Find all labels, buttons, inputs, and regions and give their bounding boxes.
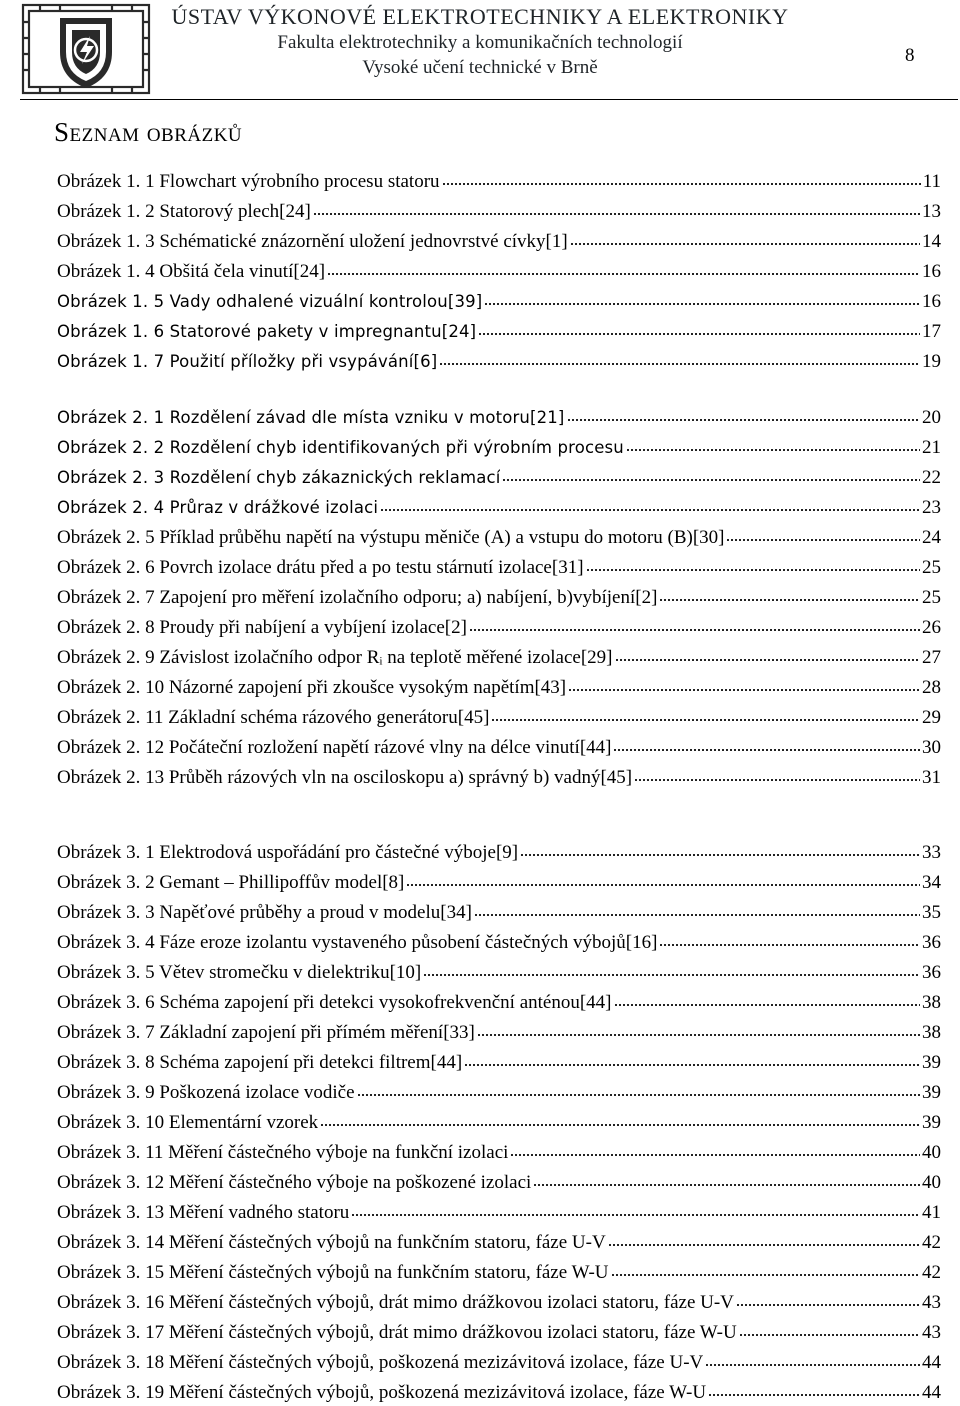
figure-entry-page-number: 30	[922, 737, 941, 758]
dot-leader	[423, 958, 920, 978]
dot-leader	[510, 1138, 920, 1158]
figure-entry-label: Obrázek 2. 11 Základní schéma rázového generátoru[45]	[57, 707, 490, 728]
dot-leader	[478, 317, 920, 337]
figure-entry[interactable]	[57, 1258, 941, 1284]
faculty-name: Fakulta elektrotechniky a komunikačních technologií	[277, 32, 683, 53]
figure-entry[interactable]	[57, 583, 941, 609]
figure-entry[interactable]	[57, 317, 941, 343]
figure-entry-page-number: 16	[922, 261, 941, 282]
figure-entry[interactable]	[57, 287, 941, 313]
figure-entry-label: Obrázek 3. 17 Měření částečných výbojů, drát mimo drážkovou izolaci statoru, fáze W-U	[57, 1322, 737, 1343]
figure-entry-label: Obrázek 1. 3 Schématické znázornění uložení jednovrstvé cívky[1]	[57, 231, 568, 252]
figure-entry-label: Obrázek 1. 6 Statorové pakety v impregnantu[24]	[57, 322, 477, 341]
list-of-figures-title: Seznam obrázků	[54, 117, 243, 147]
figure-entry-page-number: 40	[922, 1172, 941, 1193]
figure-entry-page-number: 38	[922, 992, 941, 1013]
header-divider	[20, 99, 958, 100]
figure-entry[interactable]	[57, 988, 941, 1014]
dot-leader	[439, 347, 920, 367]
dot-leader	[570, 227, 920, 247]
dot-leader	[469, 613, 920, 633]
figure-entry[interactable]	[57, 463, 941, 489]
figure-entry-label: Obrázek 3. 18 Měření částečných výbojů, poškozená mezizávitová izolace, fáze U-V	[57, 1352, 704, 1373]
figure-entry-page-number: 27	[922, 647, 941, 668]
figure-entry-page-number: 44	[922, 1382, 941, 1403]
figure-entry-label: Obrázek 3. 8 Schéma zapojení při detekci filtrem[44]	[57, 1052, 463, 1073]
figure-entry-page-number: 42	[922, 1262, 941, 1283]
figure-entry-page-number: 13	[922, 201, 941, 222]
figure-entry-label: Obrázek 1. 2 Statorový plech[24]	[57, 201, 311, 222]
figure-entry-page-number: 39	[922, 1052, 941, 1073]
figure-entry-label: Obrázek 3. 15 Měření částečných výbojů na funkčním statoru, fáze W-U	[57, 1262, 609, 1283]
figure-entry[interactable]	[57, 928, 941, 954]
figure-entry-label: Obrázek 3. 9 Poškozená izolace vodiče	[57, 1082, 355, 1103]
figure-entry-label: Obrázek 3. 2 Gemant – Phillipoffův model[8]	[57, 872, 405, 893]
dot-leader	[705, 1348, 920, 1368]
dot-leader	[726, 523, 920, 543]
dot-leader	[351, 1198, 920, 1218]
figure-entry[interactable]	[57, 1378, 941, 1404]
figure-entry-label: Obrázek 3. 11 Měření částečného výboje na funkční izolaci	[57, 1142, 509, 1163]
figure-entry-label: Obrázek 2. 7 Zapojení pro měření izolačního odporu; a) nabíjení, b)vybíjení[2]	[57, 587, 658, 608]
figure-entry-label: Obrázek 2. 3 Rozdělení chyb zákaznických reklamací	[57, 468, 501, 487]
figure-entry-page-number: 11	[922, 171, 941, 192]
figure-entry-label: Obrázek 2. 10 Názorné zapojení při zkoušce vysokým napětím[43]	[57, 677, 567, 698]
dot-leader	[520, 838, 920, 858]
dot-leader	[474, 898, 920, 918]
figure-entry-label: Obrázek 3. 13 Měření vadného statoru	[57, 1202, 350, 1223]
figure-entry-page-number: 38	[922, 1022, 941, 1043]
dot-leader	[586, 553, 920, 573]
figure-entry[interactable]	[57, 733, 941, 759]
dot-leader	[313, 197, 920, 217]
dot-leader	[567, 403, 921, 423]
figure-entry[interactable]	[57, 433, 941, 459]
figure-entry-page-number: 43	[922, 1292, 941, 1313]
figure-entry-label: Obrázek 1. 7 Použití příložky při vsypávání[6]	[57, 352, 438, 371]
figure-entry-page-number: 22	[922, 467, 941, 488]
figure-entry-page-number: 33	[922, 842, 941, 863]
dot-leader	[320, 1108, 920, 1128]
figure-entry-label: Obrázek 2. 5 Příklad průběhu napětí na výstupu měniče (A) a vstupu do motoru (B)[30]	[57, 527, 725, 548]
figure-entry-label: Obrázek 2. 2 Rozdělení chyb identifikovaných při výrobním procesu	[57, 438, 624, 457]
faculty-logo-shield-icon	[20, 2, 160, 98]
header-text-block	[150, 4, 810, 80]
dot-leader	[608, 1228, 920, 1248]
figure-entry-page-number: 25	[922, 557, 941, 578]
figure-entry[interactable]	[57, 167, 941, 193]
figure-entry-page-number: 35	[922, 902, 941, 923]
figure-entry-page-number: 24	[922, 527, 941, 548]
dot-leader	[491, 703, 920, 723]
figure-entry-label: Obrázek 2. 13 Průběh rázových vln na osciloskopu a) správný b) vadný[45]	[57, 767, 633, 788]
figure-entry-label: Obrázek 3. 5 Větev stromečku v dielektriku[10]	[57, 962, 422, 983]
page-number: 8	[905, 45, 915, 66]
figure-entry-label: Obrázek 3. 19 Měření částečných výbojů, poškozená mezizávitová izolace, fáze W-U	[57, 1382, 707, 1403]
figure-entry-page-number: 14	[922, 231, 941, 252]
figure-entry-label: Obrázek 2. 6 Povrch izolace drátu před a po testu stárnutí izolace[31]	[57, 557, 584, 578]
figure-entry-label: Obrázek 3. 12 Měření částečného výboje na poškozené izolaci	[57, 1172, 532, 1193]
figure-entry-page-number: 20	[922, 407, 941, 428]
figure-entry-page-number: 25	[922, 587, 941, 608]
figure-entry-label: Obrázek 3. 4 Fáze eroze izolantu vystaveného působení částečných výbojů[16]	[57, 932, 658, 953]
figure-entry[interactable]	[57, 1048, 941, 1074]
figure-entry[interactable]	[57, 838, 941, 864]
figure-entry-label: Obrázek 2. 4 Průraz v drážkové izolaci	[57, 498, 379, 517]
figure-entry-label: Obrázek 1. 5 Vady odhalené vizuální kontrolou[39]	[57, 292, 483, 311]
dot-leader	[484, 287, 920, 307]
figure-entry-label: Obrázek 3. 16 Měření částečných výbojů, drát mimo drážkovou izolaci statoru, fáze U-V	[57, 1292, 734, 1313]
figure-entry[interactable]	[57, 613, 941, 639]
figure-entry-page-number: 19	[922, 351, 941, 372]
figure-entry[interactable]	[57, 1138, 941, 1164]
figure-entry[interactable]	[57, 1228, 941, 1254]
page-header	[0, 0, 960, 104]
figure-entry-label: Obrázek 2. 8 Proudy při nabíjení a vybíjení izolace[2]	[57, 617, 467, 638]
institute-name: ÚSTAV VÝKONOVÉ ELEKTROTECHNIKY A ELEKTRONIKY	[171, 4, 789, 29]
dot-leader	[357, 1078, 920, 1098]
figure-entry-label: Obrázek 1. 4 Obšitá čela vinutí[24]	[57, 261, 326, 282]
figure-entry[interactable]	[57, 1108, 941, 1134]
figure-entry-page-number: 21	[922, 437, 941, 458]
dot-leader	[477, 1018, 920, 1038]
dot-leader	[442, 167, 921, 187]
figure-entry[interactable]	[57, 1018, 941, 1044]
figure-entry[interactable]	[57, 227, 941, 253]
dot-leader	[659, 928, 920, 948]
figure-entry-page-number: 43	[922, 1322, 941, 1343]
figure-entry-page-number: 36	[922, 932, 941, 953]
figure-entry-label: Obrázek 3. 3 Napěťové průběhy a proud v modelu[34]	[57, 902, 472, 923]
figure-entry-label: Obrázek 3. 14 Měření částečných výbojů na funkčním statoru, fáze U-V	[57, 1232, 606, 1253]
figure-entry[interactable]	[57, 347, 941, 373]
dot-leader	[611, 1258, 920, 1278]
university-name: Vysoké učení technické v Brně	[362, 57, 598, 78]
dot-leader	[615, 643, 921, 663]
dot-leader	[614, 988, 921, 1008]
figure-entry-page-number: 39	[922, 1112, 941, 1133]
figure-entry-page-number: 36	[922, 962, 941, 983]
figure-entry-page-number: 41	[922, 1202, 941, 1223]
dot-leader	[626, 433, 920, 453]
figure-entry-page-number: 16	[922, 291, 941, 312]
figure-entry-label: Obrázek 3. 10 Elementární vzorek	[57, 1112, 319, 1133]
figure-entry[interactable]	[57, 898, 941, 924]
figure-entry[interactable]	[57, 703, 941, 729]
figure-entry[interactable]	[57, 523, 941, 549]
dot-leader	[659, 583, 920, 603]
figure-entry-page-number: 44	[922, 1352, 941, 1373]
figure-entry[interactable]	[57, 868, 941, 894]
figure-entry-label: Obrázek 3. 1 Elektrodová uspořádání pro částečné výboje[9]	[57, 842, 519, 863]
figure-entry-page-number: 39	[922, 1082, 941, 1103]
dot-leader	[568, 673, 920, 693]
figure-entry-label: Obrázek 2. 12 Počáteční rozložení napětí rázové vlny na délce vinutí[44]	[57, 737, 612, 758]
figure-entry[interactable]	[57, 763, 941, 789]
dot-leader	[406, 868, 920, 888]
dot-leader	[327, 257, 920, 277]
figure-entry[interactable]	[57, 553, 941, 579]
figure-entry-page-number: 26	[922, 617, 941, 638]
figure-entry[interactable]	[57, 1168, 941, 1194]
figure-entry[interactable]	[57, 1348, 941, 1374]
dot-leader	[502, 463, 920, 483]
figure-entry[interactable]	[57, 1078, 941, 1104]
dot-leader	[634, 763, 920, 783]
figure-entry-page-number: 31	[922, 767, 941, 788]
figure-entry[interactable]	[57, 1198, 941, 1224]
dot-leader	[464, 1048, 920, 1068]
figure-entry-label: Obrázek 3. 7 Základní zapojení při přímém měření[33]	[57, 1022, 475, 1043]
dot-leader	[613, 733, 920, 753]
figure-entry[interactable]	[57, 1318, 941, 1344]
figure-entry-label: Obrázek 1. 1 Flowchart výrobního procesu statoru	[57, 171, 440, 192]
figure-entry[interactable]	[57, 197, 941, 223]
dot-leader	[380, 493, 920, 513]
figure-entry-page-number: 17	[922, 321, 941, 342]
figure-entry[interactable]	[57, 673, 941, 699]
figure-entry[interactable]	[57, 403, 941, 429]
figure-entry[interactable]	[57, 1288, 941, 1314]
dot-leader	[736, 1288, 920, 1308]
figure-entry[interactable]	[57, 493, 941, 519]
figure-entry-page-number: 42	[922, 1232, 941, 1253]
figure-entry[interactable]	[57, 958, 941, 984]
dot-leader	[739, 1318, 920, 1338]
figure-entry-page-number: 28	[922, 677, 941, 698]
figure-entry[interactable]	[57, 257, 941, 283]
figure-entry-page-number: 29	[922, 707, 941, 728]
figure-entry-page-number: 23	[922, 497, 941, 518]
figure-entry-label: Obrázek 3. 6 Schéma zapojení při detekci vysokofrekvenční anténou[44]	[57, 992, 612, 1013]
figure-entry-page-number: 34	[922, 872, 941, 893]
figure-entry[interactable]	[57, 643, 941, 669]
figure-entry-label: Obrázek 2. 1 Rozdělení závad dle místa vzniku v motoru[21]	[57, 408, 565, 427]
dot-leader	[708, 1378, 920, 1398]
figure-entry-page-number: 40	[922, 1142, 941, 1163]
figure-entry-label: Obrázek 2. 9 Závislost izolačního odpor Rᵢ na teplotě měřené izolace[29]	[57, 647, 613, 668]
dot-leader	[533, 1168, 920, 1188]
